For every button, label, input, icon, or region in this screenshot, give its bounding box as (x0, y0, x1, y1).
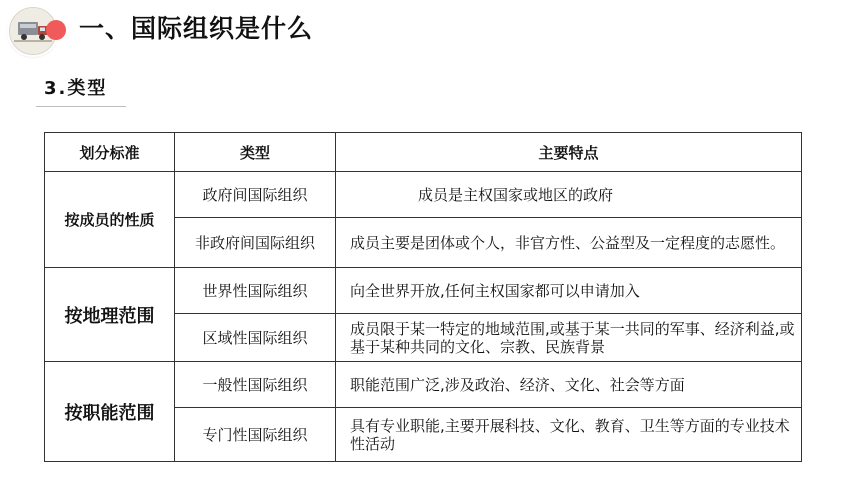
feature-cell: 成员是主权国家或地区的政府 (336, 172, 802, 218)
subtitle-underline (36, 106, 126, 107)
accent-dot (46, 20, 66, 40)
feature-cell: 成员限于某一特定的地域范围,或基于某一共同的军事、经济利益,或基于某种共同的文化、宗教、民族背景 (336, 314, 802, 362)
type-cell: 一般性国际组织 (175, 362, 336, 408)
type-cell: 世界性国际组织 (175, 268, 336, 314)
category-cell: 按地理范围 (45, 268, 175, 362)
category-cell: 按成员的性质 (45, 172, 175, 268)
category-cell: 按职能范围 (45, 362, 175, 462)
section-subtitle: 3.类型 (44, 78, 108, 99)
table-row (45, 268, 802, 314)
type-cell: 区域性国际组织 (175, 314, 336, 362)
table-row (45, 362, 802, 408)
type-cell: 政府间国际组织 (175, 172, 336, 218)
feature-cell: 向全世界开放,任何主权国家都可以申请加入 (336, 268, 802, 314)
org-types-table (44, 132, 802, 462)
type-cell: 专门性国际组织 (175, 408, 336, 462)
table-row (45, 172, 802, 218)
table-header-row (45, 133, 802, 172)
feature-cell: 具有专业职能,主要开展科技、文化、教育、卫生等方面的专业技术性活动 (336, 408, 802, 462)
feature-cell: 成员主要是团体或个人，非官方性、公益型及一定程度的志愿性。 (336, 218, 802, 268)
header-features: 主要特点 (336, 133, 802, 172)
header-type: 类型 (175, 133, 336, 172)
feature-cell: 职能范围广泛,涉及政治、经济、文化、社会等方面 (336, 362, 802, 408)
page-title: 一、国际组织是什么 (79, 14, 314, 43)
header-criteria: 划分标准 (45, 133, 175, 172)
type-cell: 非政府间国际组织 (175, 218, 336, 268)
